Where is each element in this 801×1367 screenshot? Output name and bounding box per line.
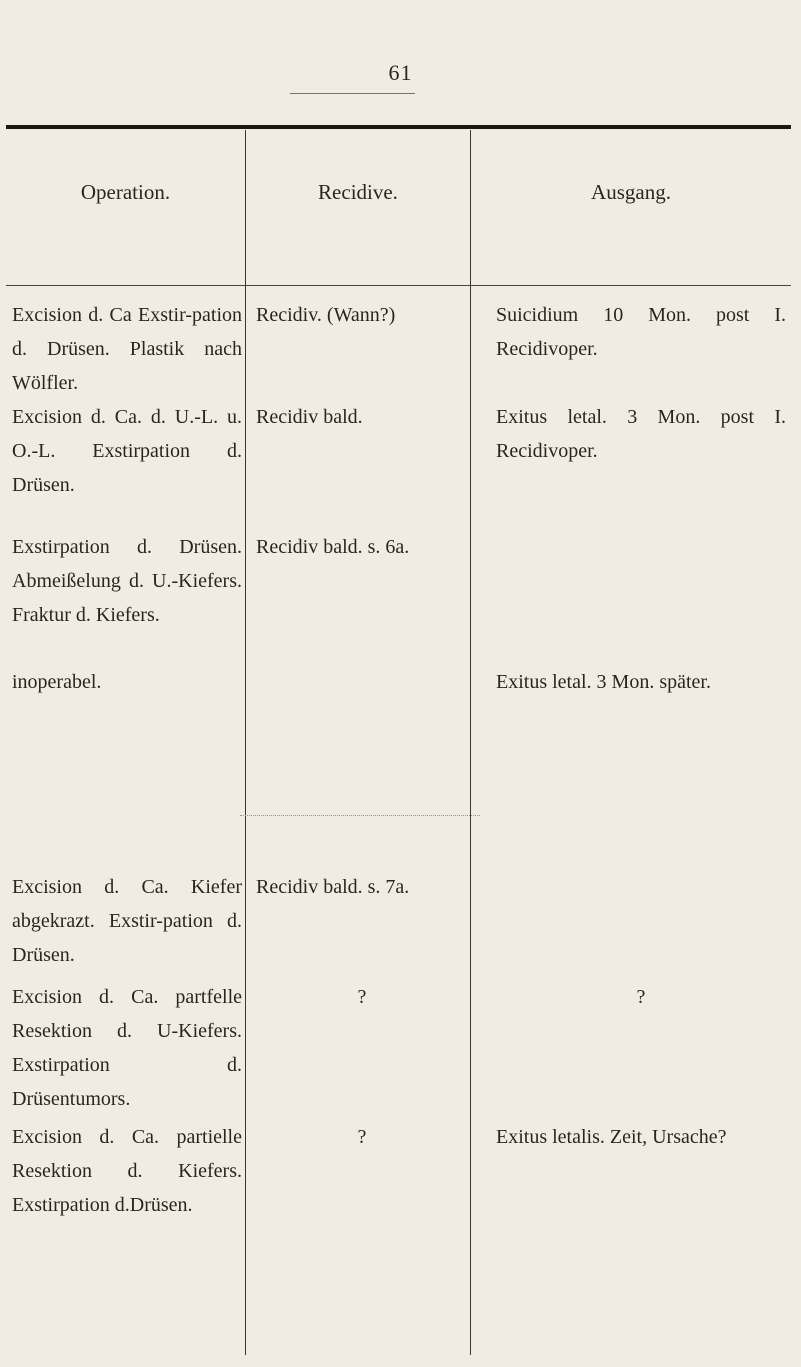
header-recidive: Recidive. (318, 180, 398, 204)
row-3-recidive: Recidiv bald. s. 6a. (256, 536, 410, 558)
row-7-operation: Excision d. Ca. partielle Resektion d. Kiefers. Exstirpation d.Drüsen. (12, 1126, 242, 1216)
table-top-rule (6, 125, 791, 129)
row-5-recidive: Recidiv bald. s. 7a. (256, 876, 410, 898)
row-6-recidive: ? (357, 986, 367, 1008)
row-1-operation: Excision d. Ca Exstir-pation d. Drüsen. Plastik nach Wölfler. (12, 304, 242, 394)
row-6-operation: Excision d. Ca. partfelle Resektion d. U-Kiefers. Exstirpation d. Drüsentumors. (12, 986, 242, 1110)
page-number-rule (290, 93, 415, 94)
header-ausgang: Ausgang. (591, 180, 671, 204)
header-operation: Operation. (80, 180, 171, 204)
row-5-operation: Excision d. Ca. Kiefer abgekrazt. Exstir-pation d. Drüsen. (12, 876, 242, 966)
row-7-ausgang: Exitus letalis. Zeit, Ursache? (496, 1126, 727, 1148)
row-3-operation: Exstirpation d. Drüsen. Abmeißelung d. U.-Kiefers. Fraktur d. Kiefers. (12, 536, 242, 626)
row-2-operation: Excision d. Ca. d. U.-L. u. O.-L. Exstirpation d. Drüsen. (12, 406, 242, 496)
row-7-recidive: ? (357, 1126, 367, 1148)
row-6-ausgang: ? (636, 986, 646, 1008)
row-separator-dotted (240, 815, 480, 817)
row-4-operation: inoperabel. (12, 671, 102, 693)
row-4-ausgang: Exitus letal. 3 Mon. später. (496, 671, 711, 693)
column-divider-2 (470, 130, 471, 1355)
column-divider-1 (245, 130, 246, 1355)
row-2-ausgang: Exitus letal. 3 Mon. post I. Recidivoper. (496, 406, 786, 462)
row-1-ausgang: Suicidium 10 Mon. post I. Recidivoper. (496, 304, 786, 360)
row-1-recidive: Recidiv. (Wann?) (256, 304, 396, 326)
table-header-rule (6, 285, 791, 286)
row-2-recidive: Recidiv bald. (256, 406, 363, 428)
page-number: 61 (388, 60, 413, 85)
